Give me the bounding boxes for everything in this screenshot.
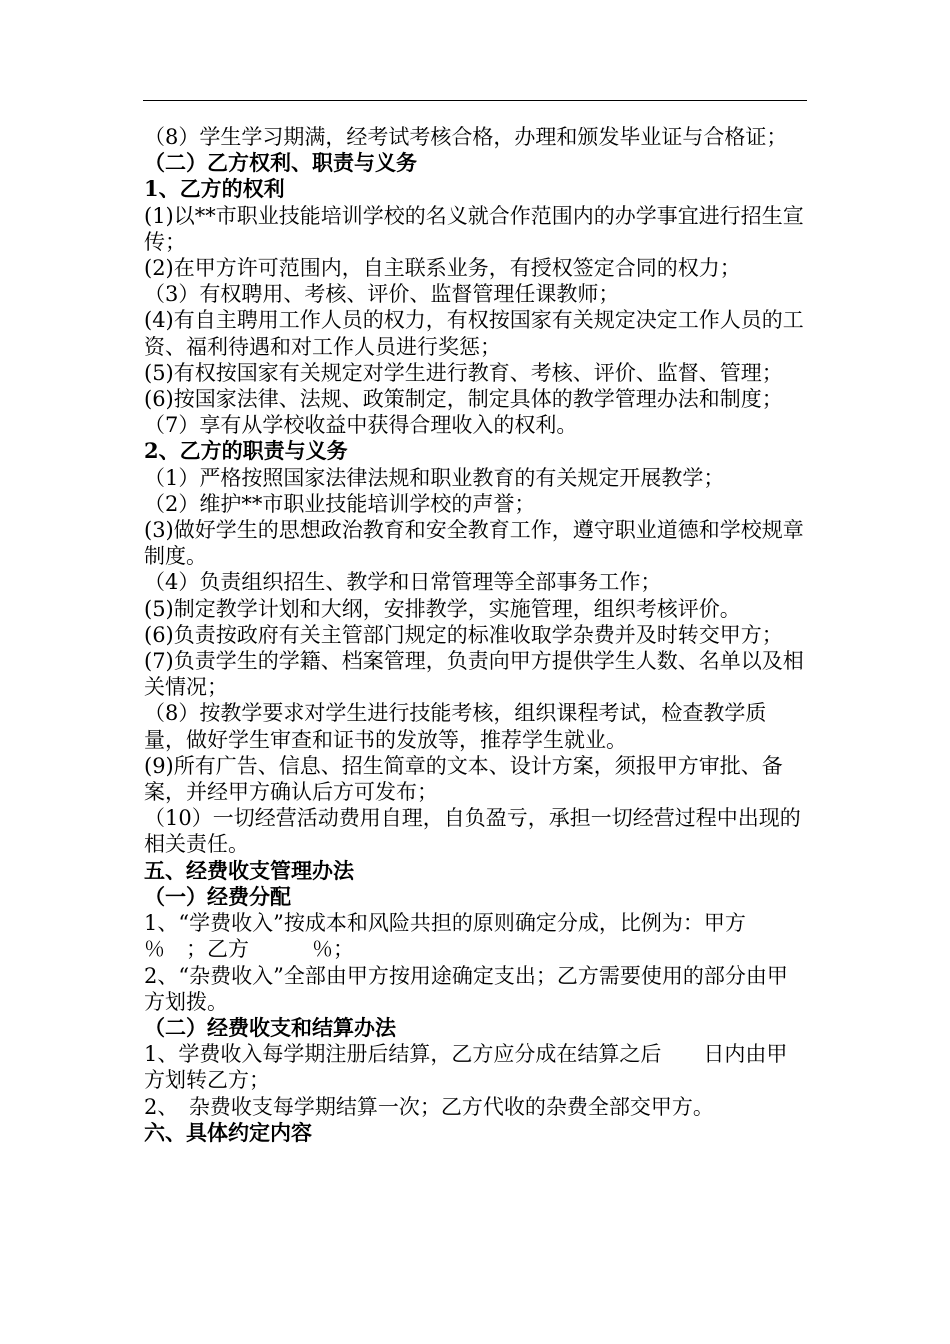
paragraph: （8）学生学习期满，经考试考核合格，办理和颁发毕业证与合格证； (144, 125, 788, 149)
paragraph: (4)有自主聘用工作人员的权力，有权按国家有关规定决定工作人员的工资、福利待遇和对工作人员进行奖惩； (144, 308, 804, 359)
paragraph: (3)做好学生的思想政治教育和安全教育工作，遵守职业道德和学校规章制度。 (144, 518, 804, 569)
paragraph: (7)负责学生的学籍、档案管理，负责向甲方提供学生人数、名单以及相关情况； (144, 649, 804, 700)
paragraph: (6)负责按政府有关主管部门规定的标准收取学杂费并及时转交甲方； (144, 622, 783, 647)
paragraph: (5)制定教学计划和大纲，安排教学，实施管理，组织考核评价。 (144, 596, 741, 621)
paragraph: (5)有权按国家有关规定对学生进行教育、考核、评价、监督、管理； (144, 360, 783, 385)
paragraph: 1、学费收入每学期注册后结算，乙方应分成在结算之后 日内由甲方划转乙方； (144, 1042, 788, 1093)
paragraph: 1、“学费收入”按成本和风险共担的原则确定分成，比例为：甲方 ％ ；乙方 ％； (144, 911, 809, 962)
paragraph: 2、 杂费收支每学期结算一次；乙方代收的杂费全部交甲方。 (144, 1094, 714, 1119)
header-rule (143, 100, 807, 101)
paragraph: （7）享有从学校收益中获得合理收入的权利。 (144, 413, 578, 438)
paragraph: （4）负责组织招生、教学和日常管理等全部事务工作； (144, 570, 662, 595)
paragraph: （8）按教学要求对学生进行技能考核，组织课程考试，检查教学质量，做好学生审查和证书的发放等，推荐学生就业。 (144, 701, 767, 752)
section-heading: （二）经费收支和结算办法 (144, 1014, 396, 1040)
section-heading: 五、经费收支管理办法 (144, 857, 354, 883)
section-heading: 六、具体约定内容 (144, 1119, 312, 1145)
paragraph: (2)在甲方许可范围内，自主联系业务，有授权签定合同的权力； (144, 256, 741, 281)
paragraph: (9)所有广告、信息、招生简章的文本、设计方案，须报甲方审批、备案，并经甲方确认后方可发布； (144, 753, 783, 805)
section-heading: （二）乙方权利、职责与义务 (144, 150, 417, 176)
paragraph: (6)按国家法律、法规、政策制定，制定具体的教学管理办法和制度； (144, 387, 783, 412)
document-body (144, 124, 808, 1146)
section-heading: 2、乙方的职责与义务 (144, 438, 348, 464)
paragraph: （2）维护**市职业技能培训学校的声誉； (144, 491, 536, 516)
section-heading: 1、乙方的权利 (144, 176, 285, 202)
paragraph: （10）一切经营活动费用自理，自负盈亏，承担一切经营过程中出现的相关责任。 (144, 806, 801, 857)
paragraph: (1)以**市职业技能培训学校的名义就合作范围内的办学事宜进行招生宣传； (144, 203, 804, 254)
paragraph: （3）有权聘用、考核、评价、监督管理任课教师； (144, 282, 620, 307)
paragraph: 2、“杂费收入”全部由甲方按用途确定支出；乙方需要使用的部分由甲方划拨。 (144, 963, 788, 1014)
section-heading: （一）经费分配 (144, 883, 291, 909)
paragraph: （1）严格按照国家法律法规和职业教育的有关规定开展教学； (144, 465, 725, 490)
